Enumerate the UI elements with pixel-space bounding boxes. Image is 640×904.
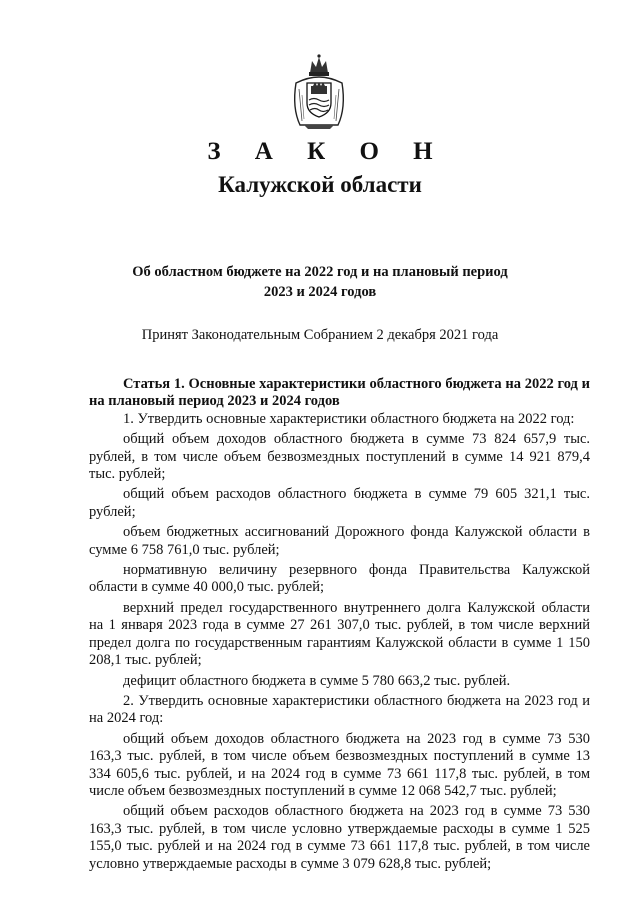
article-heading: Статья 1. Основные характеристики областного бюджета на 2022 год и на плановый период 2023 и 2024 годов — [89, 376, 590, 410]
paragraph: общий объем расходов областного бюджета в сумме 79 605 321,1 тыс. рублей; — [89, 486, 590, 520]
paragraph: объем бюджетных ассигнований Дорожного фонда Калужской области в сумме 6 758 761,0 тыс. рублей; — [89, 524, 590, 558]
paragraph: общий объем доходов областного бюджета в сумме 73 824 657,9 тыс. рублей, в том числе объем безвозмездных поступлений в сумме 14 921 879,4 тыс. рублей; — [89, 431, 590, 483]
document-type-heading: З А К О Н — [207, 138, 447, 165]
paragraph: дефицит областного бюджета в сумме 5 780 663,2 тыс. рублей. — [123, 672, 511, 689]
coat-of-arms-icon — [290, 53, 348, 131]
law-title — [100, 262, 540, 302]
law-title-line: Об областном бюджете на 2022 год и на плановый период — [132, 264, 508, 280]
adoption-note: Принят Законодательным Собранием 2 декабря 2021 года — [141, 327, 499, 343]
region-heading: Калужской области — [218, 172, 422, 197]
paragraph: верхний предел государственного внутреннего долга Калужской области на 1 января 2023 года в сумме 27 261 307,0 тыс. рублей, в том числе верхний предел долга по государственным гарантиям Калужской области в сумме 1 150 208,1 тыс. рублей; — [89, 599, 590, 669]
paragraph: нормативную величину резервного фонда Правительства Калужской области в сумме 40 000,0 тыс. рублей; — [89, 562, 590, 596]
paragraph: 1. Утвердить основные характеристики областного бюджета на 2022 год: — [123, 410, 575, 427]
paragraph: общий объем расходов областного бюджета на 2023 год в сумме 73 530 163,3 тыс. рублей, в том числе условно утверждаемые расходы в сумме 1 525 155,0 тыс. рублей и на 2024 год в сумме 73 661 117,8 тыс. рублей, в том числе условно утверждаемые расходы в сумме 3 079 628,8 тыс. рублей; — [89, 803, 590, 872]
law-title-line: 2023 и 2024 годов — [263, 284, 377, 300]
paragraph: общий объем доходов областного бюджета на 2023 год в сумме 73 530 163,3 тыс. рублей, в том числе объем безвозмездных поступлений в сумме 13 334 605,6 тыс. рублей, и на 2024 год в сумме 73 661 117,8 тыс. рублей, в том числе объем безвозмездных поступлений в сумме 12 068 542,7 тыс. рублей; — [89, 730, 590, 799]
article-body — [89, 376, 590, 876]
paragraph: 2. Утвердить основные характеристики областного бюджета на 2023 год и на 2024 год: — [89, 692, 590, 727]
